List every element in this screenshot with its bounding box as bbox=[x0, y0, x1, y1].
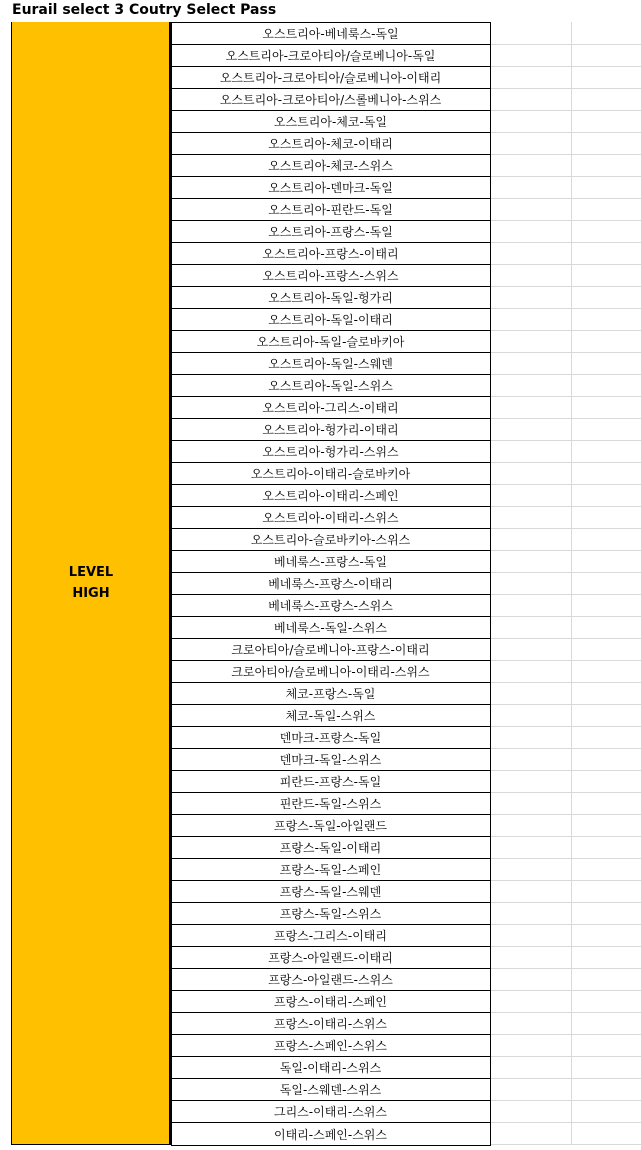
route-cell[interactable]: 프랑스-스페인-스위스 bbox=[171, 1035, 490, 1057]
grid-row-line bbox=[491, 286, 641, 287]
grid-row-line bbox=[491, 66, 641, 67]
route-cell[interactable]: 오스트리아-체코-이태리 bbox=[171, 133, 490, 155]
grid-row-line bbox=[491, 1100, 641, 1101]
grid-row-line bbox=[491, 396, 641, 397]
route-cell[interactable]: 오스트리아-독일-슬로바키아 bbox=[171, 331, 490, 353]
grid-row-line bbox=[491, 1056, 641, 1057]
grid-row-line bbox=[491, 704, 641, 705]
route-cell[interactable]: 오스트리아-크로아티아/슬로베니아-이태리 bbox=[171, 67, 490, 89]
route-cell[interactable]: 프랑스-독일-스페인 bbox=[171, 859, 490, 881]
sheet-title[interactable]: Eurail select 3 Coutry Select Pass bbox=[12, 2, 277, 18]
route-cell[interactable]: 베네룩스-프랑스-스위스 bbox=[171, 595, 490, 617]
level-label bbox=[69, 562, 113, 604]
grid-row-line bbox=[491, 660, 641, 661]
route-cell[interactable]: 오스트리아-크로아티아/슬로베니아-독일 bbox=[171, 45, 490, 67]
route-cell[interactable]: 베네룩스-독일-스위스 bbox=[171, 617, 490, 639]
grid-row-line bbox=[491, 132, 641, 133]
route-cell[interactable]: 이태리-스페인-스위스 bbox=[274, 1127, 387, 1142]
grid-row-line bbox=[491, 990, 641, 991]
grid-row-line bbox=[491, 44, 641, 45]
route-cell[interactable]: 오스트리아-체코-독일 bbox=[171, 111, 490, 133]
grid-row-line bbox=[491, 902, 641, 903]
grid-row-line bbox=[491, 242, 641, 243]
grid-row-line bbox=[491, 880, 641, 881]
route-cell[interactable]: 프랑스-이태리-스페인 bbox=[171, 991, 490, 1013]
grid-row-line bbox=[491, 858, 641, 859]
grid-row-line bbox=[491, 220, 641, 221]
grid-row-line bbox=[491, 1122, 641, 1123]
route-cell[interactable]: 프랑스-그리스-이태리 bbox=[171, 925, 490, 947]
route-cell[interactable]: 체코-독일-스위스 bbox=[171, 705, 490, 727]
grid-row-line bbox=[491, 484, 641, 485]
level-label-line1: LEVEL bbox=[68, 565, 114, 580]
grid-row-line bbox=[491, 110, 641, 111]
route-cell[interactable]: 오스트리아-그리스-이태리 bbox=[171, 397, 490, 419]
route-cell[interactable]: 체코-프랑스-독일 bbox=[171, 683, 490, 705]
level-label-line2: HIGH bbox=[72, 586, 110, 601]
route-cell[interactable]: 베네룩스-프랑스-독일 bbox=[171, 551, 490, 573]
grid-row-line bbox=[491, 814, 641, 815]
route-cell[interactable]: 오스트리아-프랑스-독일 bbox=[171, 221, 490, 243]
route-cell[interactable]: 오스트리아-독일-스위스 bbox=[171, 375, 490, 397]
grid-row-line bbox=[491, 836, 641, 837]
route-cell[interactable]: 오스트리아-덴마크-독일 bbox=[171, 177, 490, 199]
grid-row-line bbox=[491, 264, 641, 265]
grid-row-line bbox=[491, 1078, 641, 1079]
grid-row-line bbox=[491, 176, 641, 177]
route-cell[interactable]: 독일-이태리-스위스 bbox=[171, 1057, 490, 1079]
route-cell[interactable]: 크로아티아/슬로베니아-프랑스-이태리 bbox=[171, 639, 490, 661]
level-cell[interactable] bbox=[11, 22, 170, 1145]
route-cell[interactable]: 오스트리아-이태리-스페인 bbox=[171, 485, 490, 507]
route-cell[interactable]: 오스트리아-핀란드-독일 bbox=[171, 199, 490, 221]
route-cell[interactable]: 피란드-프랑스-독일 bbox=[171, 771, 490, 793]
grid-row-line bbox=[491, 528, 641, 529]
route-cell[interactable]: 크로아티아/슬로베니아-이태리-스위스 bbox=[171, 661, 490, 683]
grid-row-line bbox=[491, 88, 641, 89]
grid-row-line bbox=[491, 1144, 641, 1145]
route-table bbox=[171, 22, 491, 1146]
route-cell[interactable]: 그리스-이태리-스위스 bbox=[171, 1101, 490, 1123]
grid-row-line bbox=[491, 770, 641, 771]
grid-row-line bbox=[491, 572, 641, 573]
route-cell[interactable]: 오스트리아-베네룩스-독일 bbox=[171, 23, 490, 45]
grid-row-line bbox=[491, 616, 641, 617]
route-cell[interactable]: 오스트리아-독일-이태리 bbox=[171, 309, 490, 331]
grid-row-line bbox=[491, 154, 641, 155]
route-cell[interactable]: 오스트리아-독일-헝가리 bbox=[171, 287, 490, 309]
route-cell[interactable]: 덴마크-프랑스-독일 bbox=[171, 727, 490, 749]
route-cell[interactable]: 베네룩스-프랑스-이태리 bbox=[171, 573, 490, 595]
grid-row-line bbox=[491, 726, 641, 727]
grid-row-line bbox=[491, 748, 641, 749]
grid-row-line bbox=[491, 550, 641, 551]
route-cell[interactable]: 오스트리아-체코-스위스 bbox=[171, 155, 490, 177]
route-cell[interactable]: 프랑스-독일-아일랜드 bbox=[171, 815, 490, 837]
route-cell[interactable]: 독일-스웨덴-스위스 bbox=[171, 1079, 490, 1101]
grid-column-line bbox=[571, 22, 572, 1144]
grid-row-line bbox=[491, 440, 641, 441]
grid-row-line bbox=[491, 594, 641, 595]
grid-row-line bbox=[491, 638, 641, 639]
route-cell[interactable]: 프랑스-아일랜드-이태리 bbox=[171, 947, 490, 969]
grid-row-line bbox=[491, 418, 641, 419]
route-cell[interactable]: 오스트리아-독일-스웨덴 bbox=[171, 353, 490, 375]
grid-row-line bbox=[491, 1034, 641, 1035]
route-cell[interactable]: 프랑스-독일-이태리 bbox=[171, 837, 490, 859]
grid-row-line bbox=[491, 198, 641, 199]
route-cell[interactable]: 오스트리아-프랑스-이태리 bbox=[171, 243, 490, 265]
grid-row-line bbox=[491, 462, 641, 463]
route-cell[interactable]: 핀란드-독일-스위스 bbox=[171, 793, 490, 815]
route-cell[interactable]: 프랑스-아일랜드-스위스 bbox=[171, 969, 490, 991]
route-cell[interactable]: 오스트리아-크로아티아/스롤베니아-스위스 bbox=[171, 89, 490, 111]
route-cell[interactable]: 프랑스-이태리-스위스 bbox=[171, 1013, 490, 1035]
grid-row-line bbox=[491, 352, 641, 353]
grid-row-line bbox=[491, 924, 641, 925]
route-cell[interactable]: 프랑스-독일-스위스 bbox=[171, 903, 490, 925]
route-cell[interactable]: 오스트리아-이태리-스위스 bbox=[171, 507, 490, 529]
route-cell[interactable]: 오스트리아-헝가리-스위스 bbox=[171, 441, 490, 463]
grid-row-line bbox=[491, 946, 641, 947]
grid-row-line bbox=[491, 682, 641, 683]
grid-row-line bbox=[491, 968, 641, 969]
grid-row-line bbox=[491, 1012, 641, 1013]
route-cell[interactable]: 오스트리아-헝가리-이태리 bbox=[171, 419, 490, 441]
route-cell[interactable]: 오스트리아-프랑스-스위스 bbox=[171, 265, 490, 287]
route-cell[interactable]: 오스트리아-이태리-슬로바키아 bbox=[171, 463, 490, 485]
grid-row-line bbox=[491, 330, 641, 331]
grid-row-line bbox=[491, 308, 641, 309]
route-cell[interactable]: 오스트리아-슬로바키아-스위스 bbox=[171, 529, 490, 551]
grid-row-line bbox=[491, 792, 641, 793]
route-cell[interactable]: 프랑스-독일-스웨덴 bbox=[171, 881, 490, 903]
grid-row-line bbox=[491, 506, 641, 507]
route-cell[interactable]: 덴마크-독일-스위스 bbox=[171, 749, 490, 771]
grid-row-line bbox=[491, 374, 641, 375]
